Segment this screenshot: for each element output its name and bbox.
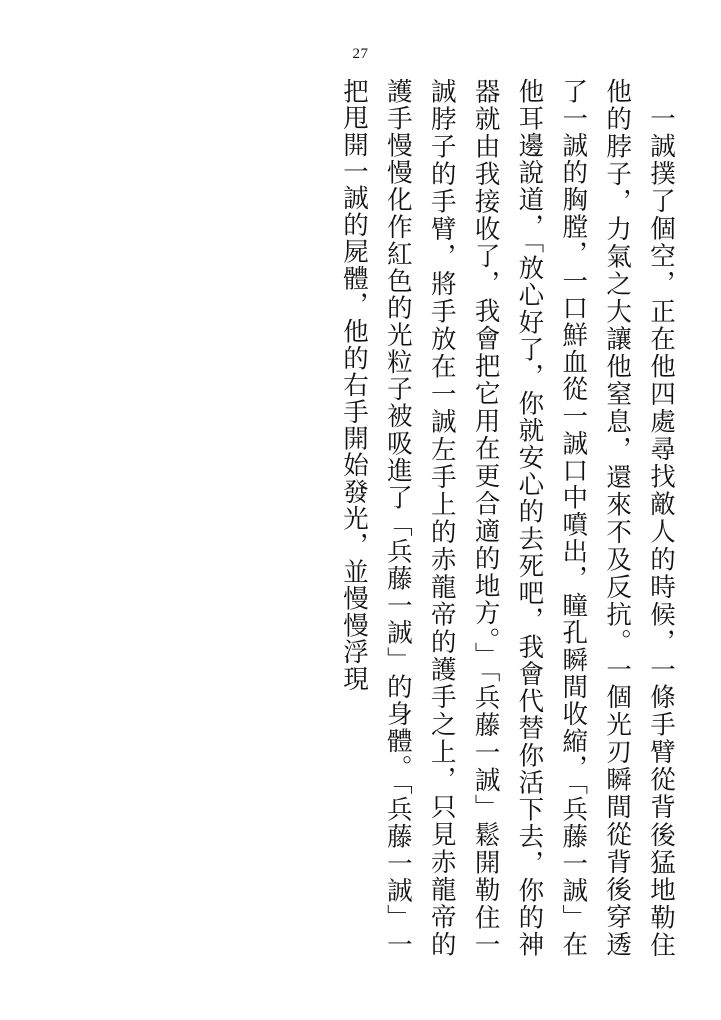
paragraph-main: 一誠撲了個空，正在他四處尋找敵人的時候，一條手臂從背後猛地勒住他的脖子，力氣之大讓他窒息，還來不及反抗。一個光刃瞬間從背後穿透了一誠的胸膛，一口鮮血從一誠口中噴出，瞳孔瞬間收縮，「兵藤一誠」在他耳邊說道，「放心好了，你就安心的去死吧，我會代替你活下去，你的神器就由我接收了，我會把它用在更合適的地方。」「兵藤一誠」鬆開勒住一誠脖子的手臂，將手放在一誠左手上的赤龍帝的護手之上，只見赤龍帝的護手慢慢化作紅色的光粒子被吸進了「兵藤一誠」的身體。「兵藤一誠」一把甩開一誠的屍體，他的右手開始發光，並慢慢浮現 xyxy=(339,78,676,958)
page-number: 27 xyxy=(352,46,369,62)
body-text-block xyxy=(40,78,683,958)
